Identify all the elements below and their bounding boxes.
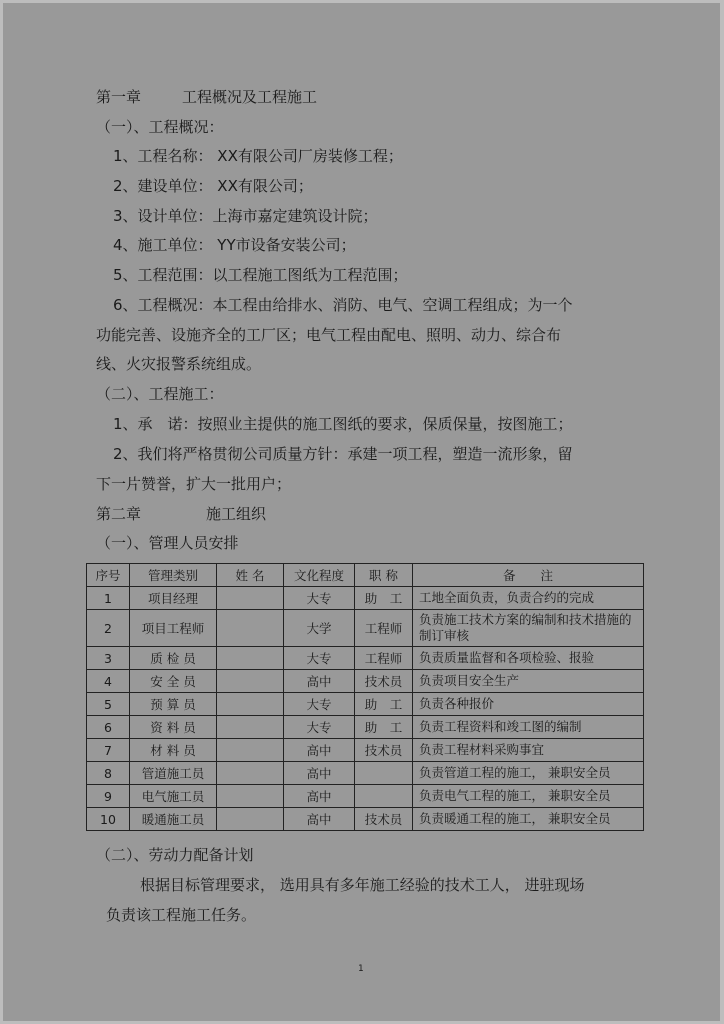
table-row <box>87 762 644 785</box>
cell-no: 6 <box>87 716 130 739</box>
section-staff-title: （一）、管理人员安排 <box>96 534 239 552</box>
staff-table <box>86 563 644 831</box>
construction-line: 2、我们将严格贯彻公司质量方针：承建一项工程，塑造一流形象，留 <box>113 445 573 463</box>
cell-title: 工程师 <box>355 610 413 647</box>
cell-category: 暖通施工员 <box>130 808 217 831</box>
table-header-row <box>87 564 644 587</box>
cell-remark: 负责项目安全生产 <box>413 670 644 693</box>
cell-no: 9 <box>87 785 130 808</box>
table-row <box>87 647 644 670</box>
overview-line: 6、工程概况：本工程由给排水、消防、电气、空调工程组成；为一个 <box>113 296 573 314</box>
cell-name <box>217 785 284 808</box>
cell-name <box>217 610 284 647</box>
cell-education: 高中 <box>284 808 355 831</box>
header-education: 文化程度 <box>284 564 355 587</box>
section-construction-title: （二）、工程施工： <box>96 385 224 403</box>
overview-line: 4、施工单位： YY市设备安装公司； <box>113 236 356 254</box>
cell-education: 高中 <box>284 739 355 762</box>
cell-title: 助 工 <box>355 587 413 610</box>
cell-no: 5 <box>87 693 130 716</box>
table-row <box>87 693 644 716</box>
cell-remark: 负责质量监督和各项检验、报验 <box>413 647 644 670</box>
cell-title: 助 工 <box>355 693 413 716</box>
section-labor-title: （二）、劳动力配备计划 <box>96 846 254 864</box>
cell-title <box>355 785 413 808</box>
cell-category: 预 算 员 <box>130 693 217 716</box>
labor-line: 根据目标管理要求， 选用具有多年施工经验的技术工人， 进驻现场 <box>140 876 585 894</box>
cell-title: 工程师 <box>355 647 413 670</box>
cell-category: 管道施工员 <box>130 762 217 785</box>
cell-remark: 负责施工技术方案的编制和技术措施的制订审核 <box>413 610 644 647</box>
table-row <box>87 610 644 647</box>
header-title: 职 称 <box>355 564 413 587</box>
cell-no: 2 <box>87 610 130 647</box>
cell-category: 项目经理 <box>130 587 217 610</box>
cell-education: 大学 <box>284 610 355 647</box>
cell-no: 8 <box>87 762 130 785</box>
cell-education: 大专 <box>284 716 355 739</box>
header-category: 管理类别 <box>130 564 217 587</box>
cell-education: 大专 <box>284 587 355 610</box>
cell-education: 高中 <box>284 785 355 808</box>
overview-line: 线、火灾报警系统组成。 <box>96 355 262 373</box>
cell-remark: 负责电气工程的施工， 兼职安全员 <box>413 785 644 808</box>
chapter1-number: 第一章 <box>96 88 142 106</box>
cell-category: 电气施工员 <box>130 785 217 808</box>
cell-no: 4 <box>87 670 130 693</box>
cell-education: 高中 <box>284 670 355 693</box>
cell-no: 3 <box>87 647 130 670</box>
header-name: 姓 名 <box>217 564 284 587</box>
table-row <box>87 587 644 610</box>
cell-title: 技术员 <box>355 670 413 693</box>
cell-name <box>217 670 284 693</box>
cell-no: 1 <box>87 587 130 610</box>
cell-remark: 负责管道工程的施工， 兼职安全员 <box>413 762 644 785</box>
header-no: 序号 <box>87 564 130 587</box>
cell-remark: 负责各种报价 <box>413 693 644 716</box>
cell-title: 技术员 <box>355 739 413 762</box>
cell-education: 大专 <box>284 647 355 670</box>
overview-line: 3、设计单位：上海市嘉定建筑设计院； <box>113 207 378 225</box>
chapter2-title: 施工组织 <box>206 505 267 523</box>
cell-name <box>217 693 284 716</box>
cell-name <box>217 716 284 739</box>
cell-remark: 负责暖通工程的施工， 兼职安全员 <box>413 808 644 831</box>
table-row <box>87 739 644 762</box>
section-overview-title: （一）、工程概况： <box>96 118 224 136</box>
cell-title: 助 工 <box>355 716 413 739</box>
chapter1-title: 工程概况及工程施工 <box>182 88 318 106</box>
cell-education: 高中 <box>284 762 355 785</box>
cell-category: 安 全 员 <box>130 670 217 693</box>
overview-line: 1、工程名称： XX有限公司厂房装修工程； <box>113 147 403 165</box>
cell-name <box>217 587 284 610</box>
cell-remark: 负责工程材料采购事宜 <box>413 739 644 762</box>
table-row <box>87 785 644 808</box>
cell-education: 大专 <box>284 693 355 716</box>
construction-line: 下一片赞誉，扩大一批用户； <box>96 475 292 493</box>
table-row <box>87 670 644 693</box>
cell-remark: 负责工程资料和竣工图的编制 <box>413 716 644 739</box>
header-remark: 备 注 <box>413 564 644 587</box>
construction-line: 1、承 诺：按照业主提供的施工图纸的要求，保质保量，按图施工； <box>113 415 573 433</box>
cell-name <box>217 739 284 762</box>
overview-line: 5、工程范围：以工程施工图纸为工程范围； <box>113 266 408 284</box>
cell-category: 质 检 员 <box>130 647 217 670</box>
cell-name <box>217 808 284 831</box>
overview-line: 功能完善、设施齐全的工厂区；电气工程由配电、照明、动力、综合布 <box>96 326 562 344</box>
cell-name <box>217 647 284 670</box>
overview-line: 2、建设单位： XX有限公司； <box>113 177 313 195</box>
page-number: 1 <box>358 964 364 974</box>
cell-category: 资 料 员 <box>130 716 217 739</box>
cell-no: 7 <box>87 739 130 762</box>
cell-category: 材 料 员 <box>130 739 217 762</box>
table-row <box>87 808 644 831</box>
cell-name <box>217 762 284 785</box>
labor-line: 负责该工程施工任务。 <box>106 906 257 924</box>
cell-category: 项目工程师 <box>130 610 217 647</box>
chapter2-number: 第二章 <box>96 505 142 523</box>
cell-title <box>355 762 413 785</box>
cell-no: 10 <box>87 808 130 831</box>
table-row <box>87 716 644 739</box>
cell-remark: 工地全面负责，负责合约的完成 <box>413 587 644 610</box>
cell-title: 技术员 <box>355 808 413 831</box>
